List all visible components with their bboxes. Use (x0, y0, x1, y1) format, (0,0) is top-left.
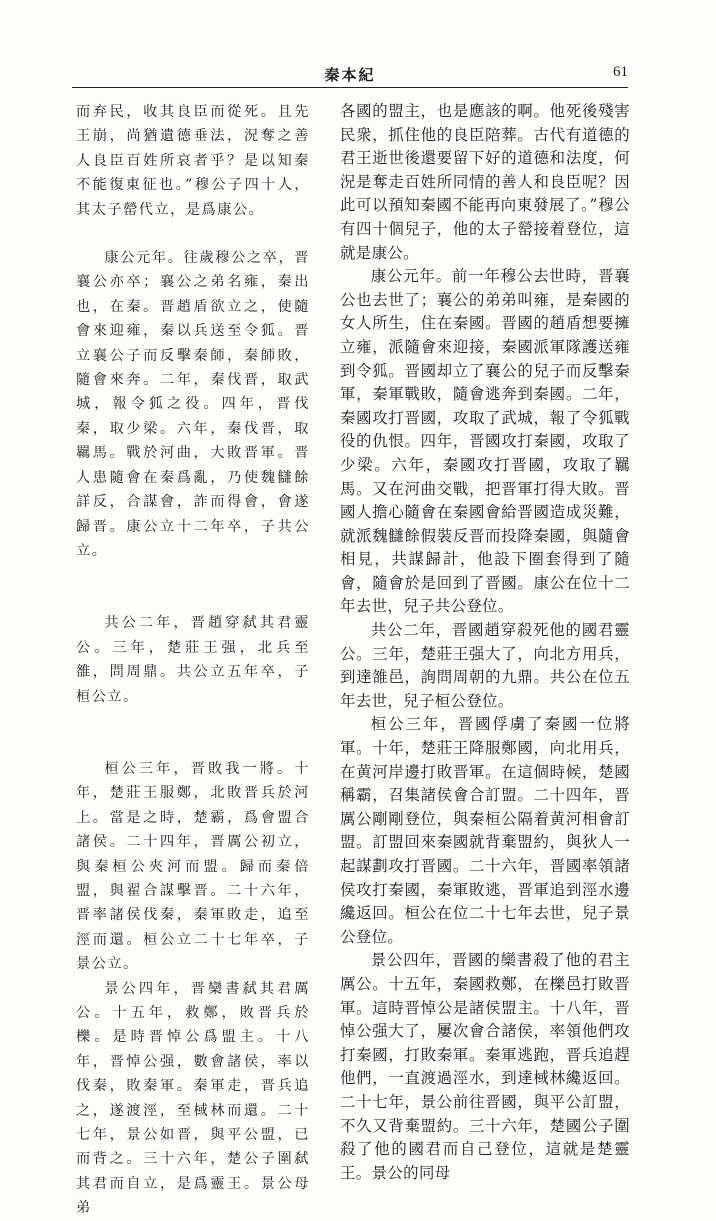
original-paragraph: 而弃民，收其良臣而從死。且先王崩，尚猶遺德垂法，況奪之善人良臣百姓所哀者乎？是以知秦不能復東征也。”穆公子四十人，其太子罃代立，是爲康公。 (76, 104, 310, 218)
page-header (72, 62, 628, 88)
original-paragraph: 桓公三年，晋敗我一將。十年，楚莊王服鄭，北敗晋兵於河上。當是之時，楚霸，爲會盟合諸侯。二十四年，晋厲公初立，與秦桓公夾河而盟。歸而秦倍盟，與翟合謀擊晋。二十六年，晋率諸侯伐秦，秦軍敗走，追至涇而還。桓公立二十七年卒，子景公立。 (76, 760, 310, 973)
translation-paragraph: 各國的盟主，也是應該的啊。他死後殘害民衆，抓住他的良臣陪葬。古代有道德的君王逝世後還要留下好的道德和法度，何況是奪走百姓所同情的善人和良臣呢？因此可以預知秦國不能再向東發展了。”穆公有四十個兒子，他的太子罃接着登位，這就是康公。 (340, 102, 630, 262)
translation-paragraph: 桓公三年，晋國俘虜了秦國一位將軍。十年，楚莊王降服鄭國，向北用兵，在黄河岸邊打敗晋軍。在這個時候，楚國稱霸，召集諸侯會合訂盟。二十四年，晋厲公剛剛登位，與秦桓公隔着黄河相會訂盟。訂盟回來秦國就背棄盟約，與狄人一起謀劃攻打晋國。二十六年，晋國率領諸侯攻打秦國，秦軍敗逃，晋軍追到涇水邊纔返回。桓公在位二十七年去世，兒子景公登位。 (340, 715, 630, 946)
chapter-title: 秦本紀 (324, 66, 376, 84)
translation-paragraph: 共公二年，晋國趙穿殺死他的國君靈公。三年，楚莊王强大了，向北方用兵，到達雒邑，詢問周朝的九鼎。共公在位五年去世，兒子桓公登位。 (340, 621, 630, 710)
translation-paragraph: 景公四年，晋國的欒書殺了他的君主厲公。十五年，秦國救鄭，在櫟邑打敗晋軍。這時晋悼公是諸侯盟主。十八年，晋悼公强大了，屢次會合諸侯，率領他們攻打秦國，打敗秦軍。秦軍逃跑，晋兵追趕他們，一直渡過涇水，到達棫林纔返回。二十七年，景公前往晋國，與平公訂盟，不久又背棄盟約。三十六年，楚國公子圍殺了他的國君而自己登位，這就是楚靈王。景公的同母 (340, 951, 630, 1182)
translation-paragraph: 康公元年。前一年穆公去世時，晋襄公也去世了；襄公的弟弟叫雍，是秦國的女人所生，住在秦國。晋國的趙盾想要擁立雍，派隨會來迎接，秦國派軍隊護送雍到令狐。晋國却立了襄公的兒子而反擊秦軍，秦軍戰敗，隨會逃奔到秦國。二年，秦國攻打晋國，攻取了武城，報了令狐戰役的仇恨。四年，晋國攻打秦國，攻取了少梁。六年，秦國攻打晋國，攻取了羈馬。又在河曲交戰，把晋軍打得大敗。晋國人擔心隨會在秦國會給晋國造成災難，就派魏讎餘假裝反晋而投降秦國，與隨會相見，共謀歸計，他設下圈套得到了隨會，隨會於是回到了晋國。康公在位十二年去世，兒子共公登位。 (340, 267, 630, 616)
original-paragraph: 共公二年，晋趙穿弑其君靈公。三年，楚莊王强，北兵至雒，問周鼎。共公立五年卒，子桓公立。 (76, 615, 310, 705)
page-number: 61 (613, 64, 628, 80)
original-paragraph: 景公四年，晋欒書弑其君厲公。十五年，救鄭，敗晋兵於櫟。是時晋悼公爲盟主。十八年，晋悼公强，數會諸侯，率以伐秦，敗秦軍。秦軍走，晋兵追之，遂渡涇，至棫林而還。二十七年，景公如晋，與平公盟，已而背之。三十六年，楚公子圍弑其君而自立，是爲靈王。景公母弟 (76, 980, 310, 1217)
translation-column (340, 100, 630, 1185)
header-rule (72, 87, 628, 88)
original-paragraph: 康公元年。往歲穆公之卒，晋襄公亦卒；襄公之弟名雍，秦出也，在秦。晋趙盾欲立之，使隨會來迎雍，秦以兵送至令狐。晋立襄公子而反擊秦師，秦師敗，隨會來奔。二年，秦伐晋，取武城，報令狐之役。四年，晋伐秦，取少梁。六年，秦伐晋，取羈馬。戰於河曲，大敗晋軍。晋人患隨會在秦爲亂，乃使魏讎餘詳反，合謀會，詐而得會，會遂歸晋。康公立十二年卒，子共公立。 (76, 250, 310, 559)
original-text-column (76, 100, 310, 1221)
